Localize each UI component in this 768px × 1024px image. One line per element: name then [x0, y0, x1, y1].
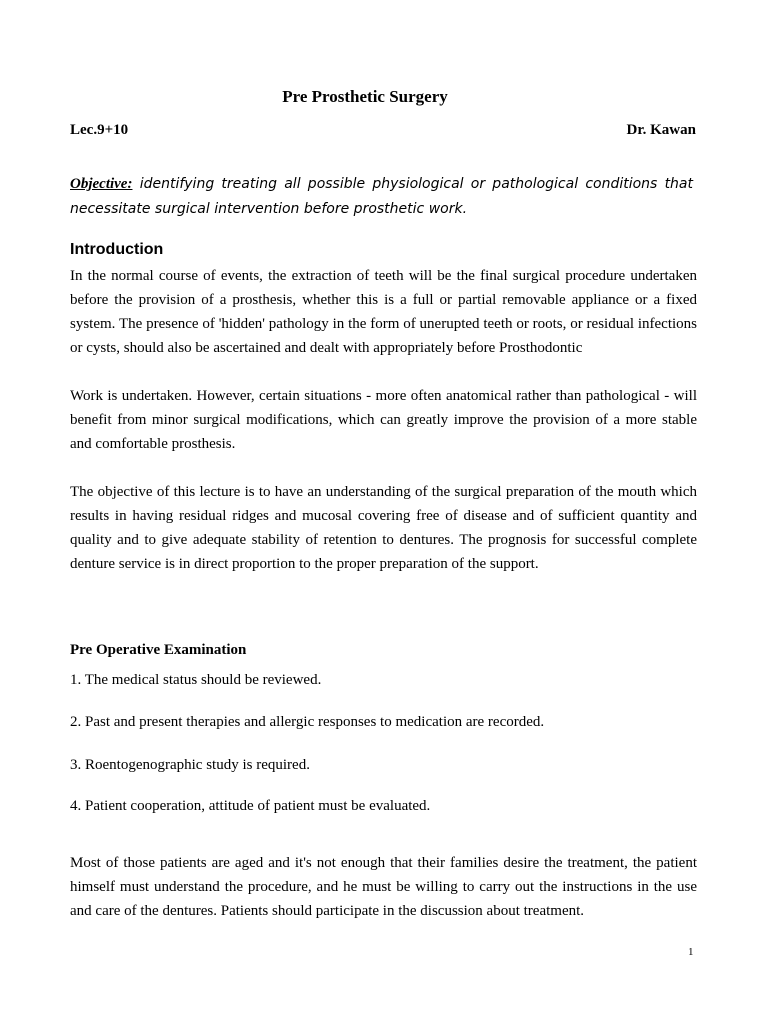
introduction-paragraph-a: In the normal course of events, the extraction of teeth will be the final surgical procedure undertaken before the provision of a prosthesis, whether this is a full or partial removable appliance or a fixed system. The presence of 'hidden' pathology in the form of unerupted teeth or roots, or residual infections or cysts, should also be ascertained and dealt with appropriately before Prosthodontic — [70, 268, 697, 356]
examination-item: 3. Roentogenographic study is required. — [70, 757, 310, 773]
introduction-heading: Introduction — [70, 241, 164, 259]
document-title: Pre Prosthetic Surgery — [282, 87, 448, 107]
objective-statement — [70, 172, 693, 222]
page-number: 1 — [688, 946, 694, 958]
lecturer-name: Dr. Kawan — [626, 122, 696, 138]
examination-item: 2. Past and present therapies and allergic responses to medication are recorded. — [70, 714, 545, 730]
examination-item: 4. Patient cooperation, attitude of patient must be evaluated. — [70, 798, 431, 814]
introduction-paragraph-b: Work is undertaken. However, certain situations - more often anatomical rather than pathological - will benefit from minor surgical modifications, which can greatly improve the provision of a more stable and comfortable prosthesis. — [70, 388, 697, 452]
lecture-code: Lec.9+10 — [70, 122, 129, 138]
patient-participation-paragraph: Most of those patients are aged and it's not enough that their families desire the treatment, the patient himself must understand the procedure, and he must be willing to carry out the instructions in the use and care of the dentures. Patients should participate in the discussion about treatment. — [70, 855, 697, 919]
lecture-objective-paragraph: The objective of this lecture is to have an understanding of the surgical preparation of the mouth which results in having residual ridges and mucosal covering free of disease and of sufficient quantity and quality and to give adequate stability of retention to dentures. The prognosis for successful complete denture service is in direct proportion to the proper preparation of the support. — [70, 484, 697, 572]
objective-text: identifying treating all possible physiological or pathological conditions that necessitate surgical intervention before prosthetic work. — [70, 176, 694, 217]
objective-label: Objective: — [70, 176, 133, 192]
pre-operative-examination-heading: Pre Operative Examination — [70, 642, 247, 659]
examination-item: 1. The medical status should be reviewed. — [70, 672, 322, 688]
